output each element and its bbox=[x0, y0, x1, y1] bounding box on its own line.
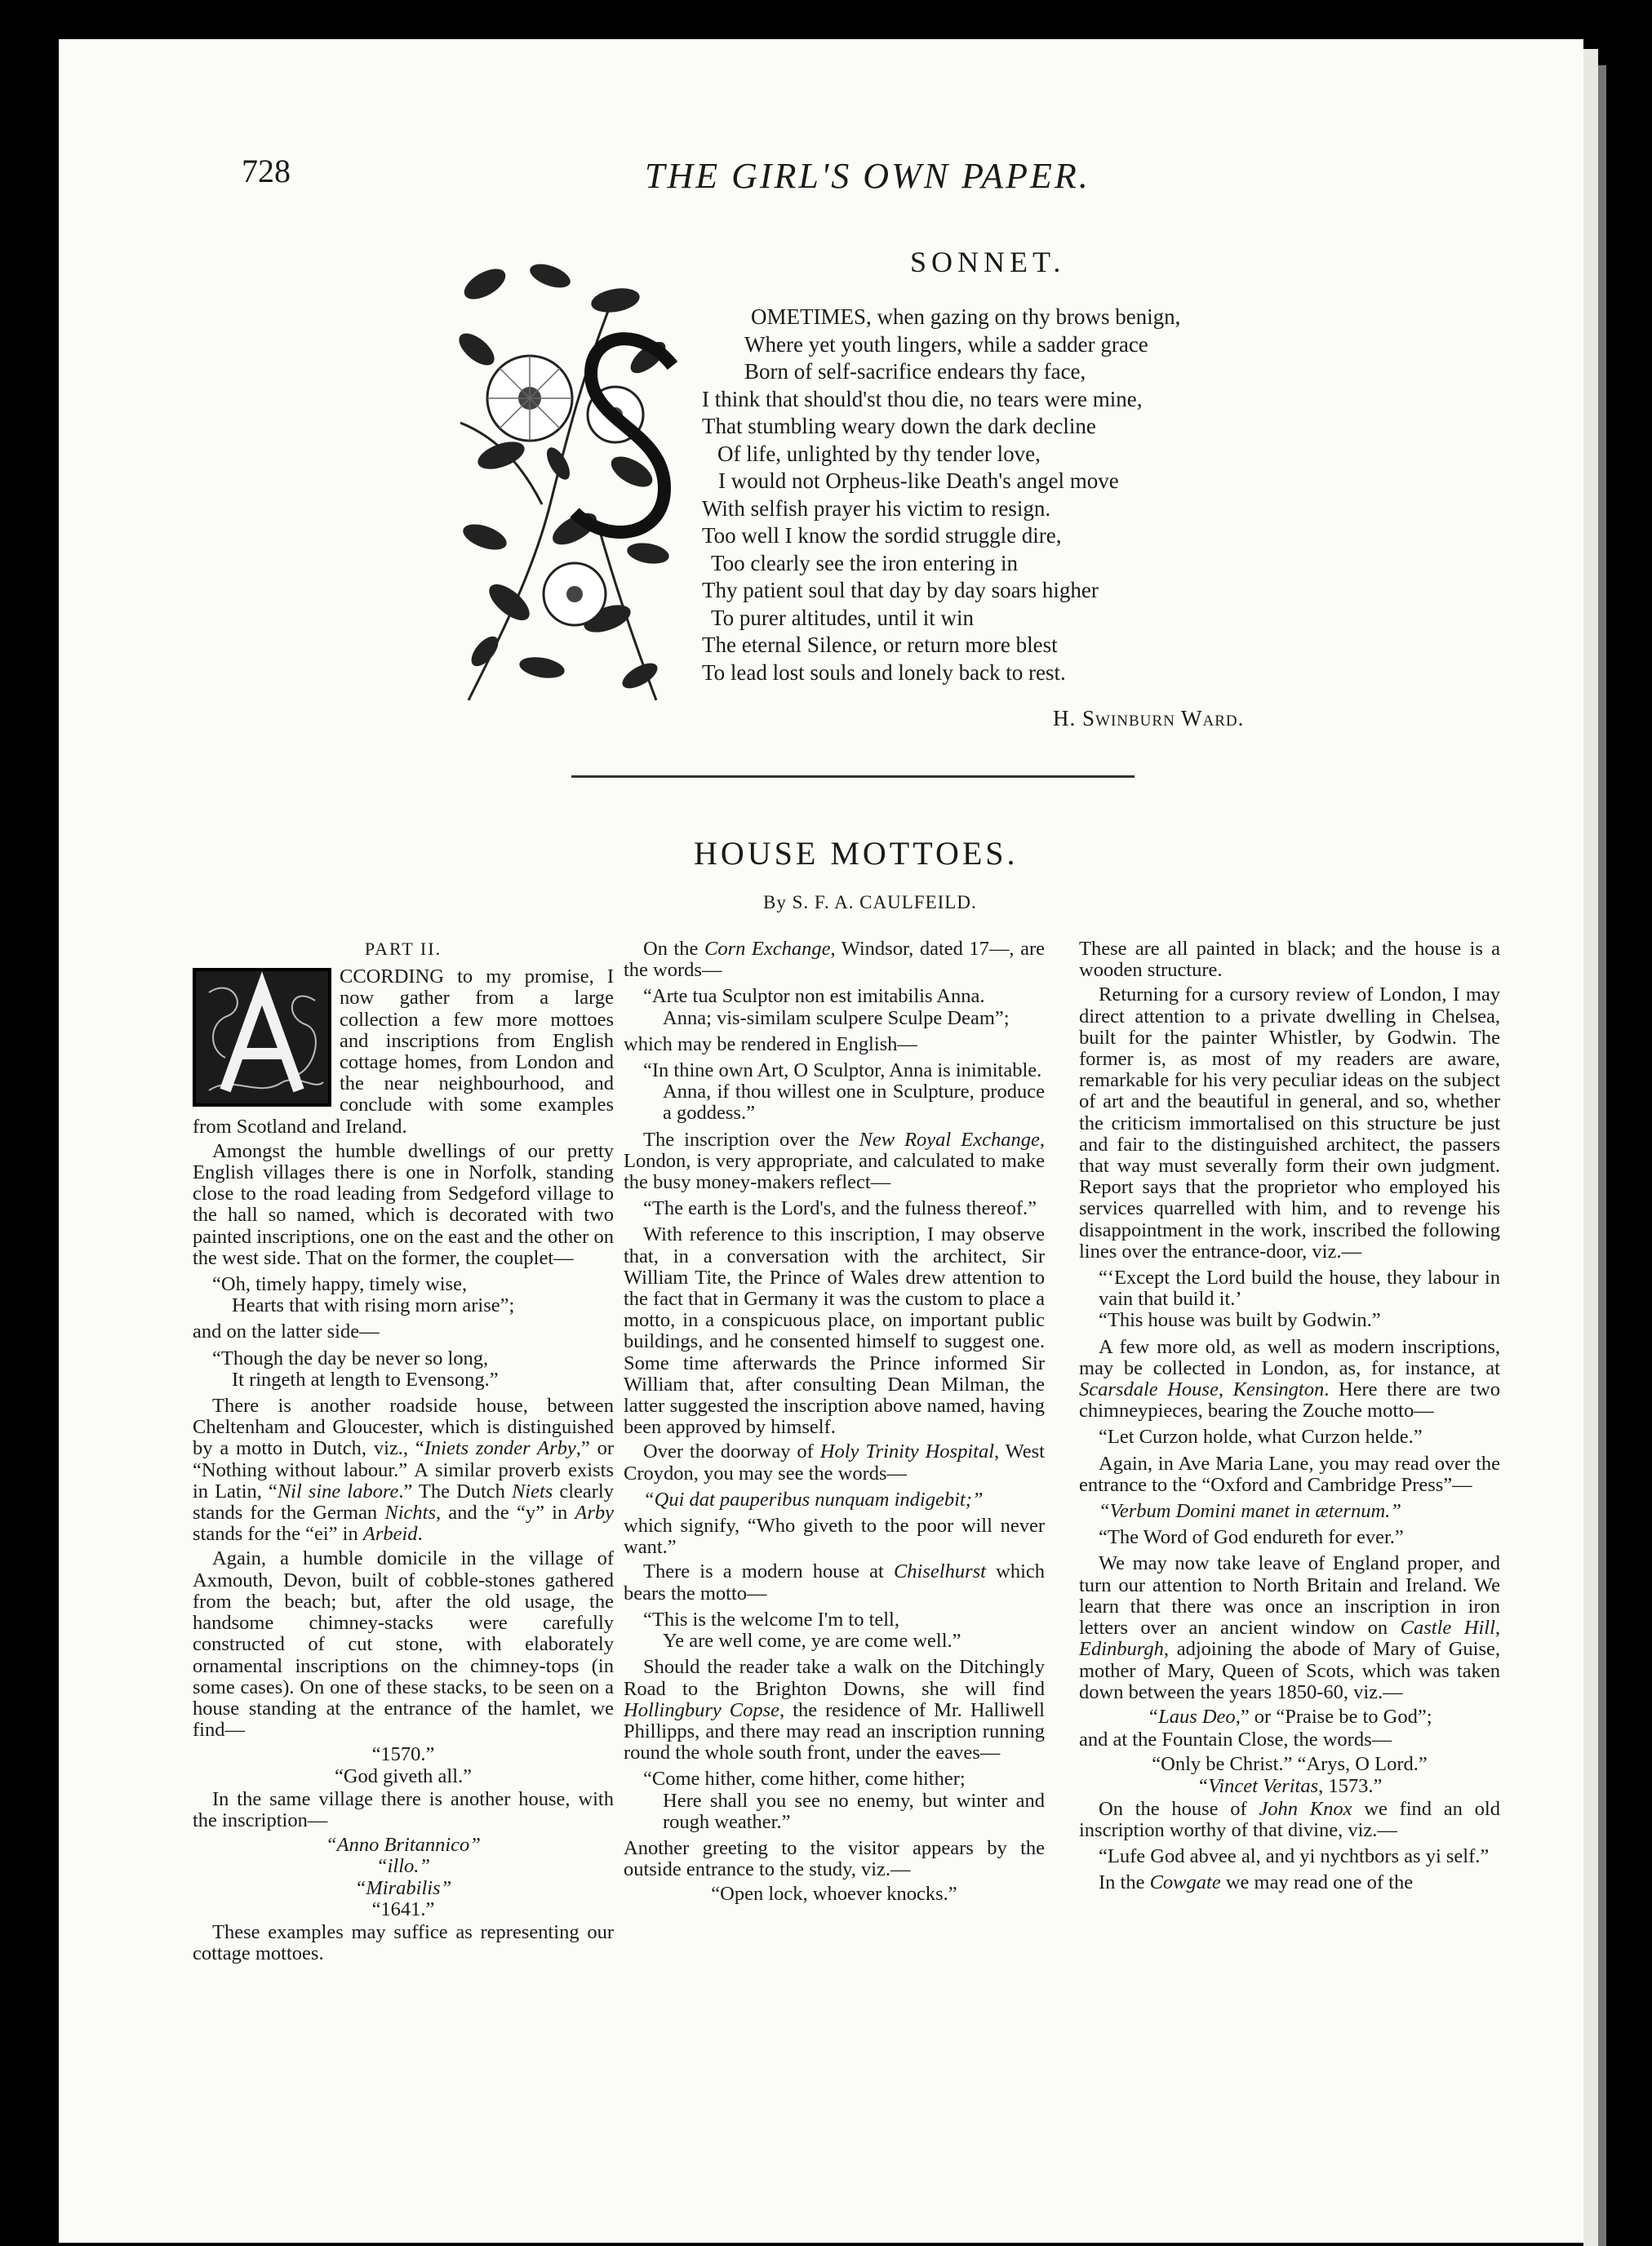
quote-line: “Though the day be never so long, bbox=[212, 1347, 489, 1369]
col3-para-4: Again, in Ave Maria Lane, you may read over the entrance to the “Oxford and Cambridge Press”— bbox=[1079, 1452, 1500, 1496]
sonnet-body bbox=[702, 304, 1180, 686]
col3-quote-7: “Lufe God abvee al, and yi nychtbors as yi self.” bbox=[1099, 1845, 1490, 1868]
col1-para-3: and on the latter side— bbox=[193, 1321, 380, 1343]
col2-para-2: which may be rendered in English— bbox=[624, 1032, 917, 1055]
article-title: HOUSE MOTTOES. bbox=[694, 835, 1019, 872]
col3-quote-4: “The Word of God endureth for ever.” bbox=[1099, 1526, 1404, 1549]
col2-quote-1 bbox=[624, 986, 1045, 1028]
col3-para-1: These are all painted in black; and the house is a wooden structure. bbox=[1079, 938, 1500, 982]
col1-quote-2 bbox=[193, 1348, 614, 1391]
quote-line: “Mirabilis” bbox=[354, 1876, 452, 1899]
article-column-3 bbox=[1079, 939, 1500, 1898]
col1-para-2: Amongst the humble dwellings of our pretty English villages there is one in Norfolk, standing close to the road leading from Sedgeford village to the hall so named, which is decorated with two painted inscriptions, one on the east and the other on the west side. That on the former, the couplet— bbox=[193, 1139, 614, 1269]
quote-line: “Oh, timely happy, timely wise, bbox=[212, 1273, 468, 1296]
col3-quote-6: “Only be Christ.” “Arys, O Lord.” “Vincet Veritas, 1573.” bbox=[1079, 1754, 1500, 1796]
quote-line: “Anno Britannico” bbox=[326, 1834, 481, 1857]
col3-quote-3: “Verbum Domini manet in æternum.” bbox=[1099, 1500, 1401, 1523]
sonnet-line: I would not Orpheus-like Death's angel move bbox=[718, 468, 1119, 493]
sonnet-line: I think that should'st thou die, no tears were mine, bbox=[702, 386, 1143, 411]
sonnet-line: Born of self-sacrifice endears thy face, bbox=[744, 359, 1086, 384]
floral-initial-s-illustration bbox=[452, 260, 677, 717]
col2-para-4: With reference to this inscription, I may observe that, in a conversation with the architect, Sir William Tite, the Prince of Wales drew attention to the fact that in Germany it was the custom to place a motto, in a conspicuous place, on important public buildings, and he consented himself to suggest one. Some time afterwards the Prince informed Sir William that, after consulting Dean Milman, the latter suggested the inscription above named, having been approved by himself. bbox=[624, 1223, 1045, 1439]
quote-line: “Only be Christ.” “Arys, O Lord.” bbox=[1152, 1753, 1428, 1776]
col2-para-6: which signify, “Who giveth to the poor will never want.” bbox=[624, 1515, 1045, 1559]
sonnet-title: SONNET. bbox=[910, 246, 1066, 278]
col2-quote-6 bbox=[624, 1769, 1045, 1833]
col3-quote-1 bbox=[1079, 1267, 1500, 1332]
col2-quote-3: “The earth is the Lord's, and the fulness thereof.” bbox=[643, 1197, 1037, 1220]
sonnet-line: Too clearly see the iron entering in bbox=[711, 550, 1018, 575]
quote-line: “In thine own Art, O Sculptor, Anna is inimitable. bbox=[643, 1059, 1042, 1082]
sonnet-line: Thy patient soul that day by day soars higher bbox=[702, 578, 1099, 602]
section-divider bbox=[571, 775, 1135, 778]
col3-para-6: and at the Fountain Close, the words— bbox=[1079, 1729, 1392, 1751]
quote-line: “1570.” bbox=[371, 1743, 435, 1766]
col1-quote-4 bbox=[193, 1835, 614, 1920]
sonnet-signature: H. Swinburn Ward. bbox=[1053, 706, 1245, 730]
quote-line: “1641.” bbox=[371, 1898, 435, 1920]
col2-para-7: There is a modern house at Chiselhurst which bears the motto— bbox=[624, 1560, 1045, 1605]
sonnet-line: Too well I know the sordid struggle dire, bbox=[702, 523, 1062, 548]
col3-quote-5: “Laus Deo,” or “Praise be to God”; bbox=[1147, 1705, 1432, 1728]
sonnet-line: To purer altitudes, until it win bbox=[711, 605, 975, 630]
col2-para-5: Over the doorway of Holy Trinity Hospital, West Croydon, you may see the words— bbox=[624, 1440, 1045, 1485]
col3-para-3: A few more old, as well as modern inscriptions, may be collected in London, as, for instance, at Scarsdale House, Kensington. Here there are two chimneypieces, bearing the Zouche motto— bbox=[1079, 1335, 1500, 1423]
col3-para-7: On the house of John Knox we find an old inscription worthy of that divine, viz.— bbox=[1079, 1797, 1500, 1841]
col2-para-3: The inscription over the New Royal Exchange, London, is very appropriate, and calculated to make the busy money-makers reflect— bbox=[624, 1128, 1045, 1194]
sonnet-line: Where yet youth lingers, while a sadder grace bbox=[744, 331, 1148, 357]
quote-line: Here shall you see no enemy, but winter and rough weather.” bbox=[663, 1789, 1045, 1833]
article-column-2 bbox=[624, 939, 1045, 1907]
col1-para-4: There is another roadside house, between Cheltenham and Gloucester, which is distinguished by a motto in Dutch, viz., “Iniets zonder Arby,” or “Nothing without labour.” A similar proverb exists in Latin, “Nil sine labore.” The Dutch Niets clearly stands for the German Nichts, and the “y” in Arby stands for the “ei” in Arbeid. bbox=[193, 1395, 614, 1546]
col2-quote-4: “Qui dat pauperibus nunquam indigebit;” bbox=[643, 1488, 984, 1511]
quote-line: “Come hither, come hither, come hither; bbox=[643, 1768, 966, 1791]
col2-quote-2 bbox=[624, 1060, 1045, 1125]
col1-quote-1 bbox=[193, 1274, 614, 1316]
quote-line: “This is the welcome I'm to tell, bbox=[643, 1608, 899, 1631]
quote-line: “‘Except the Lord build the house, they labour in vain that build it.’ bbox=[1099, 1267, 1500, 1311]
quote-line: Anna, if thou willest one in Sculpture, produce a goddess.” bbox=[663, 1081, 1045, 1125]
ornamental-initial-a-illustration bbox=[193, 968, 331, 1107]
col2-quote-5 bbox=[624, 1609, 1045, 1652]
article-column-1 bbox=[193, 939, 614, 1968]
quote-line: Anna; vis-similam sculpere Sculpe Deam”; bbox=[663, 1006, 1010, 1029]
col2-para-1: On the Corn Exchange, Windsor, dated 17—, are the words— bbox=[624, 938, 1046, 982]
running-title: THE GIRL'S OWN PAPER. bbox=[645, 156, 1090, 196]
col2-quote-7: “Open lock, whoever knocks.” bbox=[711, 1883, 957, 1906]
quote-line: It ringeth at length to Evensong.” bbox=[232, 1368, 499, 1391]
col3-para-2: Returning for a cursory review of London, I may direct attention to a private dwelling in Chelsea, built for the painter Whistler, by Godwin. The former is, as most of my readers are aware, remarkable for his very peculiar ideas on the subject of art and the beautiful in general, and so, whether the criticism immortalised on this structure be just and fair to the distinguished architect, the passers that way must severally form their own judgment. Report says that the proprietor who employed his services quarrelled with him, and to revenge his disappointment in the work, inscribed the following lines over the entrance-door, viz.— bbox=[1079, 983, 1500, 1263]
quote-line: “illo.” bbox=[375, 1855, 431, 1878]
quote-line: “This house was built by Godwin.” bbox=[1099, 1309, 1381, 1332]
col3-para-8: In the Cowgate we may read one of the bbox=[1099, 1871, 1414, 1894]
sonnet-line: OMETIMES, when gazing on thy brows benign, bbox=[751, 304, 1181, 329]
quote-line: Hearts that with rising morn arise”; bbox=[232, 1294, 515, 1317]
sonnet-line: Of life, unlighted by thy tender love, bbox=[717, 441, 1041, 466]
sonnet-line: That stumbling weary down the dark decline bbox=[702, 414, 1096, 438]
article-byline: By S. F. A. CAULFEILD. bbox=[763, 892, 977, 912]
sonnet-line: The eternal Silence, or return more blest bbox=[702, 633, 1058, 657]
page-edge-shadow bbox=[1598, 65, 1606, 2246]
quote-line: “God giveth all.” bbox=[334, 1764, 473, 1787]
part-heading: PART II. bbox=[364, 939, 442, 959]
page-edge bbox=[1583, 49, 1598, 2246]
col2-para-9: Another greeting to the visitor appears by the outside entrance to the study, viz.— bbox=[624, 1836, 1045, 1881]
col3-para-5: We may now take leave of England proper, and turn our attention to North Britain and Ireland. We learn that there was once an inscription in iron letters over an ancient window on Castle Hill, Edinburgh, adjoining the abode of Mary of Guise, mother of Mary, Queen of Scots, which was taken down between the years 1850-60, viz.— bbox=[1079, 1552, 1500, 1703]
page-number: 728 bbox=[242, 153, 291, 189]
col1-para-6: In the same village there is another house, with the inscription— bbox=[193, 1787, 614, 1831]
col3-quote-2: “Let Curzon holde, what Curzon helde.” bbox=[1099, 1426, 1423, 1449]
col2-para-8: Should the reader take a walk on the Ditchingly Road to the Brighton Downs, she will find Hollingbury Copse, the residence of Mr. Halliwell Phillipps, and there may read an inscription running round the whole south front, under the eaves— bbox=[624, 1656, 1045, 1764]
col1-para-1: CCORDING to my promise, I now gather from a large collection a few more mottoes and inscriptions from English cottage homes, from London and the near neighbourhood, and conclude with some examples from Scotland and Ireland. bbox=[193, 965, 614, 1138]
quote-line: “Arte tua Sculptor non est imitabilis Anna. bbox=[643, 985, 985, 1008]
col1-para-5: Again, a humble domicile in the village of Axmouth, Devon, built of cobble-stones gathered from the beach; but, after the old usage, the handsome chimney-stacks were carefully constructed of cut stone, with elaborately ornamental inscriptions on the chimney-tops (in some cases). On one of these stacks, to be seen on a house standing at the entrance of the hamlet, we find— bbox=[193, 1547, 614, 1742]
col1-para-7: These examples may suffice as representing our cottage mottoes. bbox=[193, 1920, 614, 1965]
quote-line: Ye are well come, ye are come well.” bbox=[663, 1630, 961, 1653]
sonnet-line: With selfish prayer his victim to resign. bbox=[702, 495, 1051, 521]
col1-quote-3 bbox=[193, 1744, 614, 1787]
sonnet-line: To lead lost souls and lonely back to rest. bbox=[702, 659, 1066, 685]
